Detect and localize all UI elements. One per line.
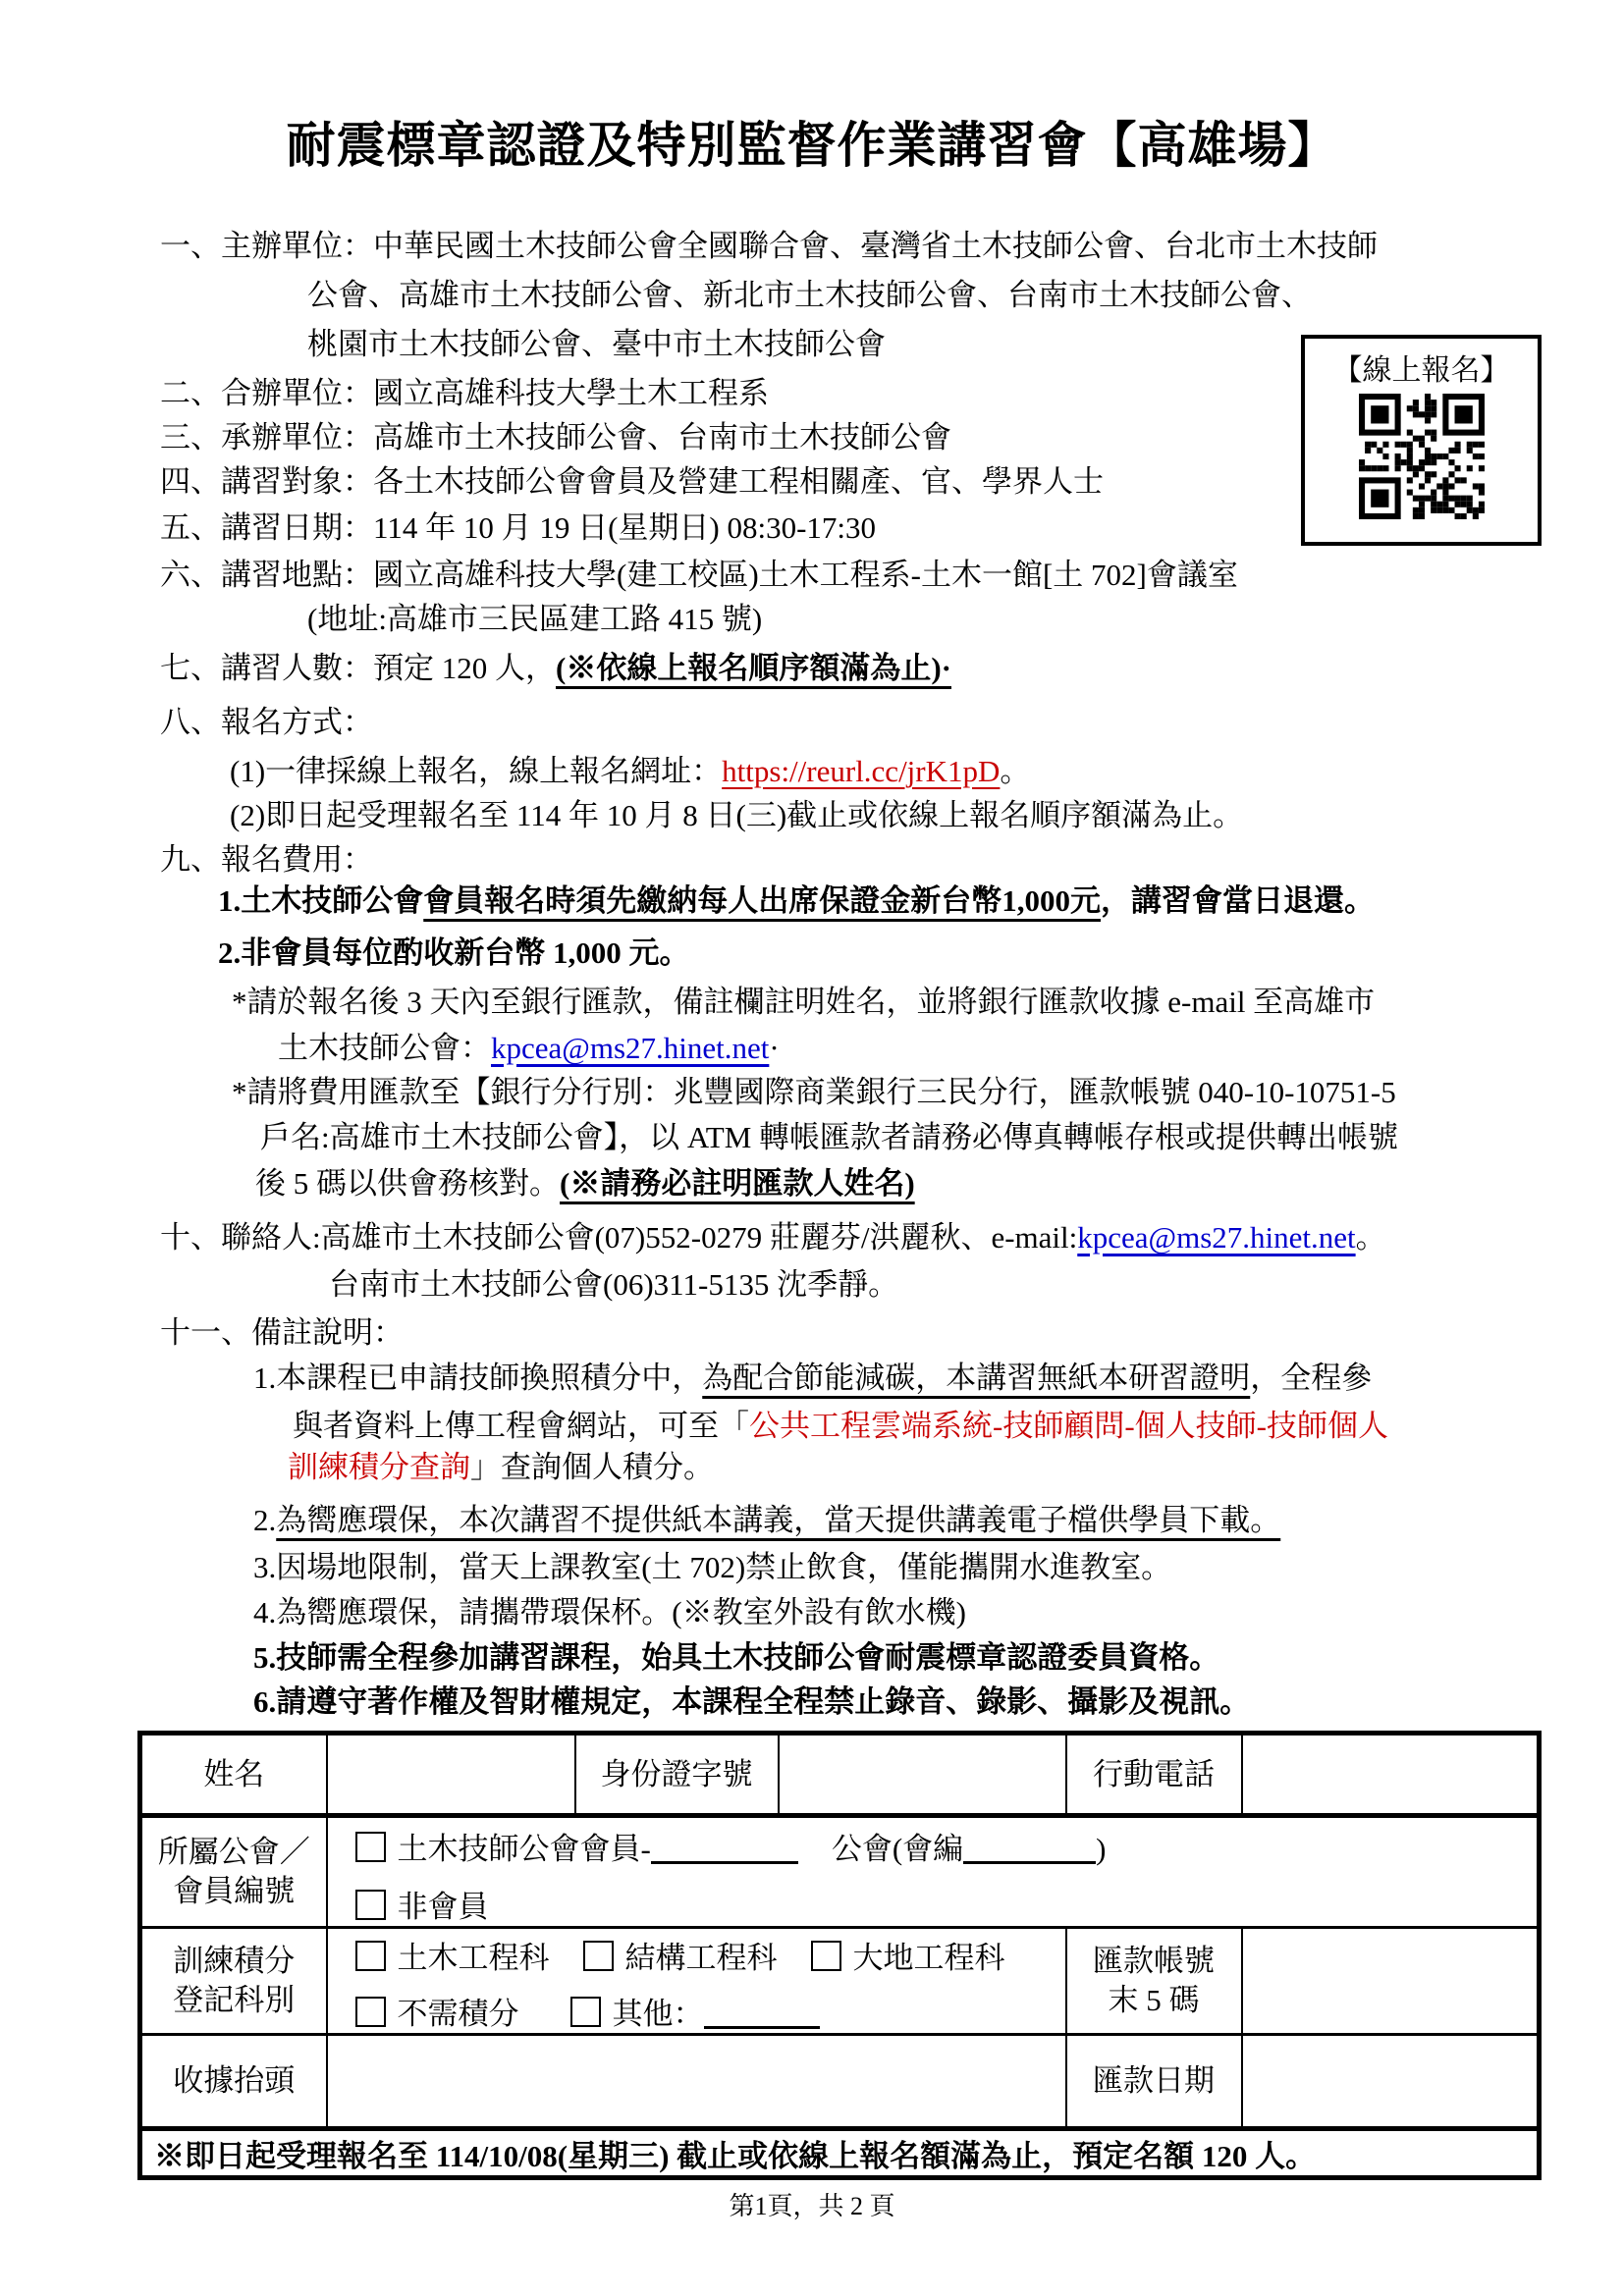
remit-account-field[interactable] [1242, 1928, 1540, 2035]
audience-line: 四、講習對象：各土木技師公會會員及營建工程相關產、官、學界人士 [160, 464, 1104, 499]
deadline-note: ※即日起受理報名至 114/10/08(星期三) 截止或依線上報名額滿為止，預定名額 120 人。 [140, 2129, 1540, 2178]
contact-line-2: 台南市土木技師公會(06)311-5135 沈季靜。 [329, 1267, 899, 1302]
page-title: 耐震標章認證及特別監督作業講習會【高雄場】 [286, 118, 1338, 173]
credit-options-cell: 土木工程科 結構工程科 大地工程科 不需積分 其他： [327, 1928, 1066, 2035]
fees-note2-line-2: 戶名:高雄市土木技師公會】，以 ATM 轉帳匯款者請務必傳真轉帳存根或提供轉出帳號 [260, 1120, 1399, 1154]
fees-note1-line-2: 土木技師公會：kpcea@ms27.hinet.net· [278, 1031, 780, 1065]
nonmember-checkbox[interactable] [355, 1890, 386, 1920]
remarks-heading: 十一、備註說明： [160, 1315, 404, 1350]
remarks-item-2: 2.為嚮應環保，本次講習不提供紙本講義，當天提供講義電子檔供學員下載。 [253, 1503, 1281, 1537]
name-label: 姓名 [140, 1734, 327, 1816]
signup-url-link[interactable]: https://reurl.cc/jrK1pD [722, 754, 1001, 788]
contact-line-1: 十、聯絡人:高雄市土木技師公會(07)552-0279 莊麗芬/洪麗秋、e-mail:kpcea@ms27.hinet.net。 [160, 1220, 1386, 1255]
table-row [140, 1816, 1540, 1928]
fees-note1-line-1: *請於報名後 3 天內至銀行匯款，備註欄註明姓名，並將銀行匯款收據 e-mail 至高雄市 [232, 985, 1376, 1019]
remarks-item-1-line-1: 1.本課程已申請技師換照積分中，為配合節能減碳，本講習無紙本研習證明，全程參 [253, 1361, 1373, 1395]
organizer-line-1: 一、主辦單位：中華民國土木技師公會全國聯合會、臺灣省土木技師公會、台北市土木技師 [160, 229, 1378, 263]
no-credit-checkbox[interactable] [355, 1997, 386, 2027]
undertaker-line: 三、承辦單位：高雄市土木技師公會、台南市土木技師公會 [160, 420, 951, 454]
capacity-note: (※依線上報名順序額滿為止)· [556, 651, 951, 685]
venue-line-1: 六、講習地點：國立高雄科技大學(建工校區)土木工程系-土木一館[土 702]會議室 [160, 558, 1238, 592]
fees-item-1: 1.土木技師公會會員報名時須先繳納每人出席保證金新台幣1,000元，講習會當日退還。 [218, 883, 1375, 918]
fees-item-2: 2.非會員每位酌收新台幣 1,000 元。 [218, 935, 690, 970]
venue-line-2: (地址:高雄市三民區建工路 415 號) [307, 602, 763, 636]
remarks-item-1-line-2: 與者資料上傳工程會網站，可至「公共工程雲端系統-技師顧問-個人技師-技師個人 [293, 1409, 1388, 1443]
capacity-line: 七、講習人數：預定 120 人，(※依線上報名順序額滿為止)· [160, 651, 951, 685]
member-number-blank[interactable] [651, 1832, 798, 1864]
id-number-field[interactable] [779, 1734, 1066, 1816]
association-options-cell: 土木技師公會會員- 公會(會編 ) 非會員 [327, 1816, 1540, 1928]
remitter-name-note: (※請務必註明匯款人姓名) [560, 1166, 915, 1201]
remarks-item-6: 6.請遵守著作權及智財權規定，本課程全程禁止錄音、錄影、攝影及視訊。 [253, 1684, 1251, 1719]
co-organizer-line: 二、合辦單位：國立高雄科技大學土木工程系 [160, 376, 769, 410]
civil-checkbox[interactable] [355, 1941, 386, 1971]
page-number: 第1頁，共 2 頁 [729, 2192, 895, 2220]
fees-note2-line-3: 後 5 碼以供會務核對。(※請務必註明匯款人姓名) [255, 1166, 915, 1201]
remit-account-label: 匯款帳號 末 5 碼 [1066, 1928, 1242, 2035]
association-code-blank[interactable] [963, 1832, 1096, 1864]
table-row [140, 1928, 1540, 2035]
organizer-line-2: 公會、高雄市土木技師公會、新北市土木技師公會、台南市土木技師公會、 [307, 278, 1312, 312]
email-link[interactable]: kpcea@ms27.hinet.net [491, 1031, 770, 1065]
online-signup-label: 【線上報名】 [1332, 354, 1510, 387]
table-row [140, 2129, 1540, 2178]
qr-code-icon [1359, 394, 1485, 519]
remarks-item-3: 3.因場地限制，當天上課教室(土 702)禁止飲食，僅能攜開水進教室。 [253, 1550, 1172, 1584]
remarks-item-4: 4.為嚮應環保，請攜帶環保杯。(※教室外設有飲水機) [253, 1595, 966, 1629]
name-field[interactable] [327, 1734, 575, 1816]
other-blank[interactable] [704, 1997, 820, 2029]
remit-date-field[interactable] [1242, 2035, 1540, 2129]
contact-email-link[interactable]: kpcea@ms27.hinet.net [1077, 1220, 1356, 1255]
member-checkbox[interactable] [355, 1832, 386, 1862]
fees-note2-line-1: *請將費用匯款至【銀行分行別：兆豐國際商業銀行三民分行，匯款帳號 040-10-10751-5 [232, 1075, 1396, 1109]
credit-query-path-red: 公共工程雲端系統-技師顧問-個人技師-技師個人 [749, 1409, 1388, 1443]
fees-heading: 九、報名費用： [160, 842, 373, 877]
remarks-item-1-line-3: 訓練積分查詢」查詢個人積分。 [288, 1450, 714, 1484]
organizer-line-3: 桃園市土木技師公會、臺中市土木技師公會 [307, 327, 886, 361]
association-label: 所屬公會／ 會員編號 [140, 1816, 327, 1928]
geotech-checkbox[interactable] [811, 1941, 841, 1971]
id-number-label: 身份證字號 [575, 1734, 779, 1816]
credit-category-label: 訓練積分 登記科別 [140, 1928, 327, 2035]
receipt-title-label: 收據抬頭 [140, 2035, 327, 2129]
registration-item-1: (1)一律採線上報名，線上報名網址：https://reurl.cc/jrK1pD。 [230, 754, 1031, 788]
date-line: 五、講習日期：114 年 10 月 19 日(星期日) 08:30-17:30 [160, 510, 877, 545]
registration-heading: 八、報名方式： [160, 705, 373, 739]
mobile-field[interactable] [1242, 1734, 1540, 1816]
receipt-title-field[interactable] [327, 2035, 1066, 2129]
structural-checkbox[interactable] [583, 1941, 614, 1971]
table-row [140, 1734, 1540, 1816]
table-row [140, 2035, 1540, 2129]
registration-form-table [137, 1731, 1542, 2180]
remit-date-label: 匯款日期 [1066, 2035, 1242, 2129]
mobile-label: 行動電話 [1066, 1734, 1242, 1816]
other-checkbox[interactable] [570, 1997, 601, 2027]
registration-item-2: (2)即日起受理報名至 114 年 10 月 8 日(三)截止或依線上報名順序額滿為止。 [230, 798, 1244, 832]
online-signup-box [1301, 335, 1542, 546]
remarks-item-5: 5.技師需全程參加講習課程，始具土木技師公會耐震標章認證委員資格。 [253, 1640, 1220, 1675]
